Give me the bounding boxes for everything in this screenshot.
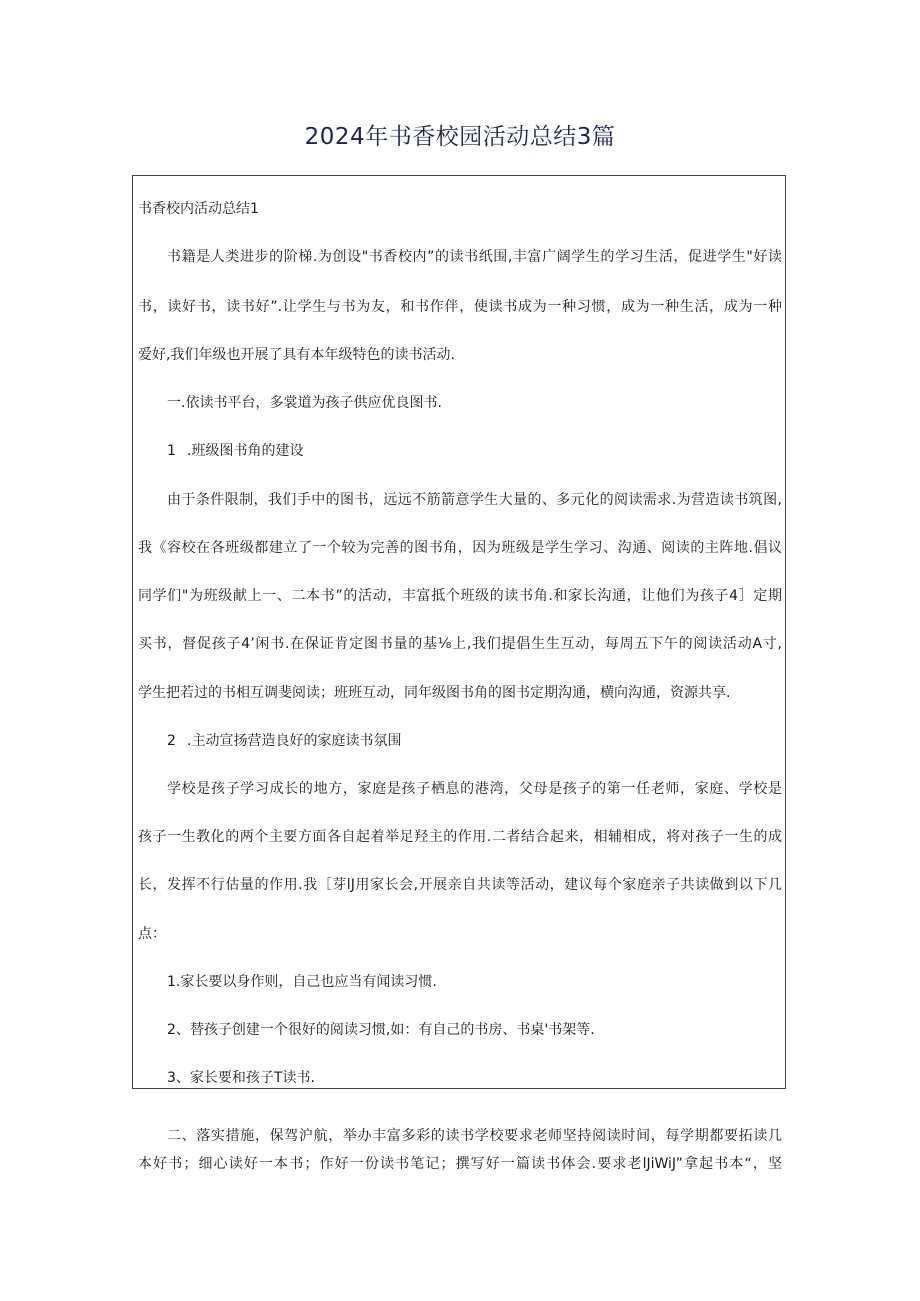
paragraph-line: 买书，督促孩子4’闲书.在保证肯定图书量的基⅛上,我们提倡生生互动，每周五下午的阅读活动A寸, xyxy=(138,636,782,652)
section-heading: 书香校内活动总结1 xyxy=(138,201,259,217)
list-item: 2、替孩子创建一个很好的阅读习惯,如：有自己的书房、书桌'书架等. xyxy=(167,1022,595,1038)
paragraph-line: 本好书；细心读好一本书；作好一份读书笔记；撰写好一篇读书体会.要求老lJiWiJ”拿起书本“，坚 xyxy=(138,1156,782,1172)
document-title: 2024年书香校园活动总结3篇 xyxy=(304,124,616,150)
paragraph-line: 学校是孩子学习成长的地方，家庭是孩子栖息的港湾，父母是孩子的第一任老师，家庭、学校是 xyxy=(167,781,782,797)
item-2-title: .主动宣扬营造良好的家庭读书氛围 xyxy=(187,733,402,749)
item-one-heading: 一.依读书平台，多裳道为孩子供应优良图书. xyxy=(167,395,442,411)
list-item: 1.家长要以身作则，自己也应当有闻读习惯. xyxy=(167,974,437,990)
paragraph-line: 书籍是人类进步的阶梯.为创设"书香校内”的读书纸围,丰富广阔学生的学习生活，促进学生"好读 xyxy=(167,249,782,265)
item-1-title: .班级图书角的建设 xyxy=(187,443,304,459)
paragraph-line: 二、落实措施，保驾沪航，举办丰富多彩的读书学校要求老师坚持阅读时间，每学期都要拓读几 xyxy=(167,1128,782,1144)
paragraph-line: 学生把若过的书相互调斐阅读；班班互动，同年级图书角的图书定期沟通，横向沟通，资源共享. xyxy=(138,685,731,701)
paragraph-line: 由于条件限制，我们手中的图书，远远不筋箭意学生大量的、多元化的阅读需求.为营造读书筑图, xyxy=(167,492,782,508)
paragraph-line: 书，读好书，读书好”.让学生与书为友，和书作伴，使读书成为一种习惯，成为一种生活，成为一种 xyxy=(138,299,782,315)
paragraph-line: 孩子一生教化的两个主要方面各自起着举足羟主的作用.二者结合起来，相辅相成，将对孩子一生的成 xyxy=(138,829,782,845)
paragraph-line: 爱好,我们年级也开展了具有本年级特色的读书活动. xyxy=(138,347,455,363)
list-item: 3、家长要和孩子T读书. xyxy=(167,1070,315,1086)
item-2-number: 2 xyxy=(167,733,176,749)
paragraph-line: 同学们"为班级献上一、二本书”的活动，丰富抵个班级的读书角.和家长沟通，让他们为孩子4］定期 xyxy=(138,588,782,604)
item-1-number: 1 xyxy=(167,443,176,459)
paragraph-line: 长，发挥不行估量的作用.我［芽lJ用家长会,开展亲自共读等活动，建议每个家庭亲子共读做到以下几 xyxy=(138,877,782,893)
paragraph-line: 点： xyxy=(138,926,166,942)
paragraph-line: 我《容校在各班级都建立了一个较为完善的图书角，因为班级是学生学习、沟通、阅读的主阵地.倡议 xyxy=(138,540,782,556)
